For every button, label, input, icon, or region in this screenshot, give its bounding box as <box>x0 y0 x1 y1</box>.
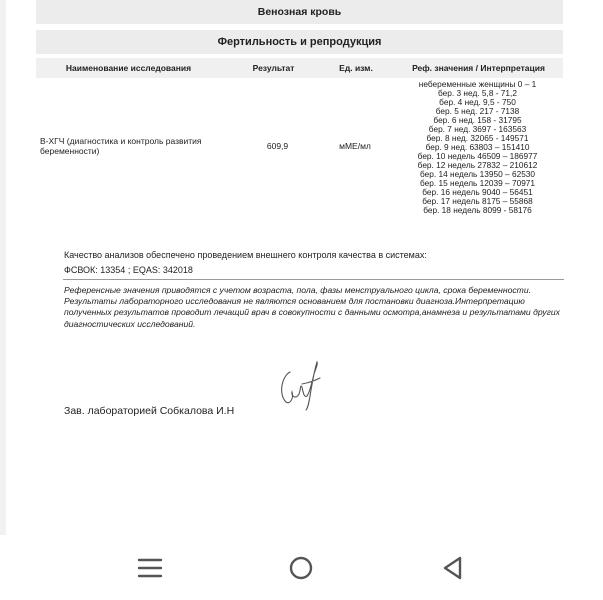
reference-line: бер. 4 нед. 9,5 - 750 <box>439 97 516 107</box>
reference-values <box>395 80 560 215</box>
test-result: 609,9 <box>266 141 289 151</box>
disclaimer-note: Референсные значения приводятся с учетом возраста, пола, фазы менструального цикла, срока беременности. Результаты лабораторного исследования не являются основанием для постановки диагноза.Интерпретацию полученных результатов проводит лечащий врач в совокупности с данными осмотра,анамнеза и результатами других диагностических исследований. <box>64 285 560 329</box>
reference-line: бер. 5 нед. 217 - 7138 <box>435 106 520 116</box>
header-name: Наименование исследования <box>65 63 192 73</box>
header-unit: Ед. изм. <box>339 63 373 73</box>
divider <box>63 279 564 280</box>
section-title: Фертильность и репродукция <box>36 30 563 54</box>
circle-home-icon[interactable] <box>284 553 318 583</box>
header-result: Результат <box>252 63 295 73</box>
reference-line: бер. 7 нед. 3697 - 163563 <box>428 124 527 134</box>
reference-line: бер. 12 недель 27832 – 210612 <box>417 160 538 170</box>
reference-line: бер. 8 нед. 32065 - 149571 <box>426 133 529 143</box>
reference-line: бер. 6 нед. 158 - 31795 <box>433 115 522 125</box>
test-unit: мМЕ/мл <box>339 141 371 151</box>
header-reference: Реф. значения / Интерпретация <box>412 63 545 73</box>
signer-name: Зав. лабораторией Собкалова И.Н <box>64 405 235 417</box>
menu-lines-icon[interactable] <box>133 553 167 583</box>
specimen-label: Венозная кровь <box>36 0 563 24</box>
system-navigation-bar <box>0 535 603 600</box>
handwritten-signature <box>272 354 332 414</box>
reference-line: бер. 3 нед. 5,8 - 71,2 <box>438 88 517 98</box>
quality-codes: ФСВОК: 13354 ; EQAS: 342018 <box>64 265 193 275</box>
quality-line: Качество анализов обеспечено проведением внешнего контроля качества в системах: <box>64 250 427 260</box>
table-header <box>36 58 563 78</box>
reference-line: бер. 15 недель 12039 – 70971 <box>419 178 536 188</box>
triangle-back-icon[interactable] <box>436 553 470 583</box>
reference-line: бер. 9 нед. 63803 – 151410 <box>425 142 530 152</box>
reference-line: бер. 17 недель 8175 – 55868 <box>422 196 533 206</box>
reference-line: бер. 14 недель 13950 – 62530 <box>419 169 536 179</box>
reference-line: бер. 10 недель 46509 – 186977 <box>417 151 538 161</box>
reference-line: бер. 16 недель 9040 – 56451 <box>422 187 533 197</box>
reference-line: бер. 18 недель 8099 - 58176 <box>423 205 532 215</box>
page-edge <box>0 0 6 535</box>
quality-control-info <box>64 248 427 278</box>
reference-line: небеременные женщины 0 – 1 <box>418 79 537 89</box>
test-name: В-ХГЧ (диагностика и контроль развития беременности) <box>40 136 202 156</box>
